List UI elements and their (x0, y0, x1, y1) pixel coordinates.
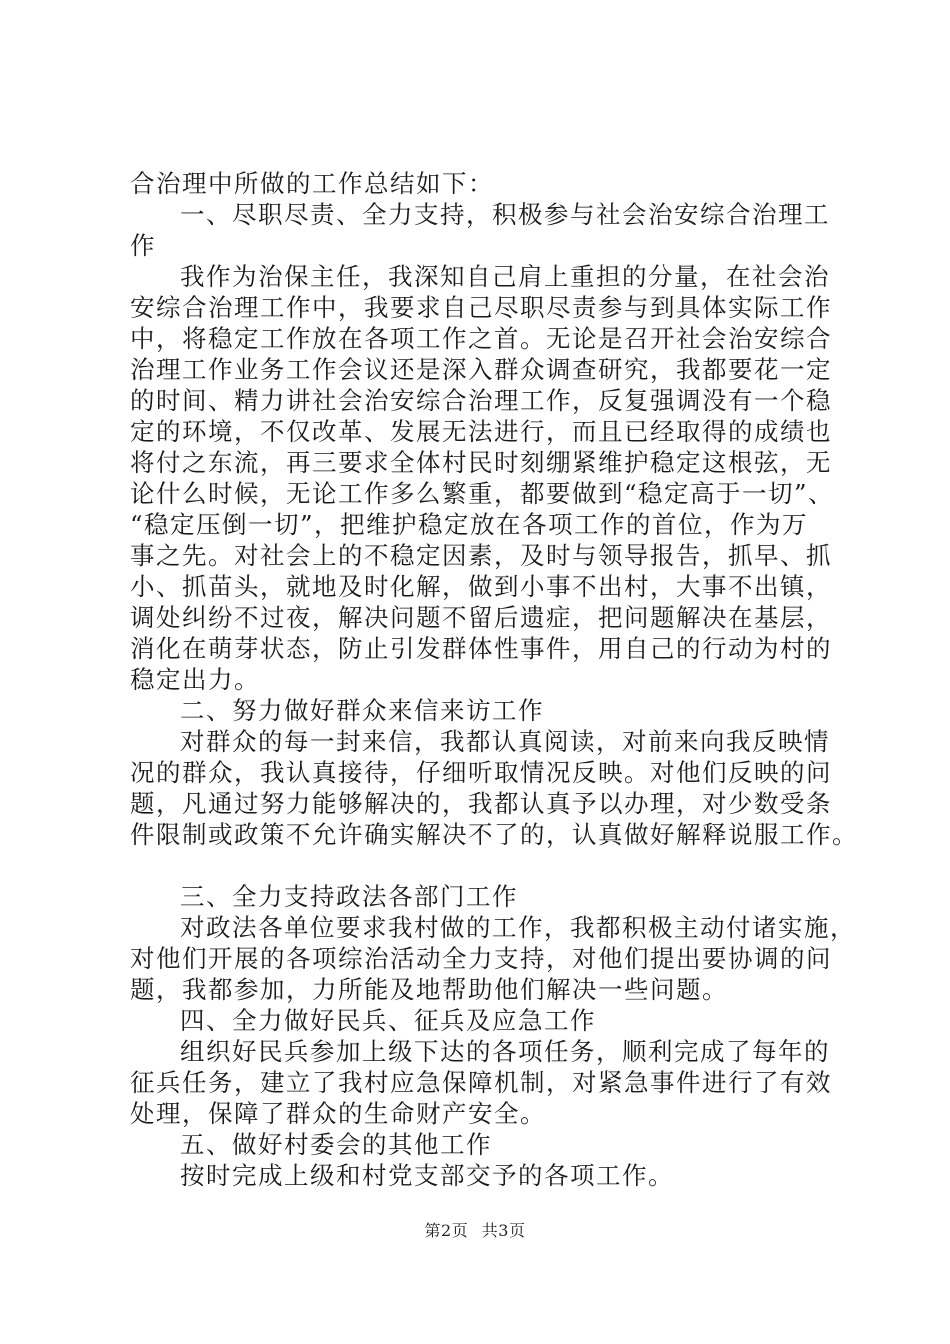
section-heading: 五、做好村委会的其他工作 (180, 1130, 492, 1159)
text-line: 作 (130, 231, 156, 260)
text-line: 题，我都参加，力所能及地帮助他们解决一些问题。 (130, 975, 728, 1004)
text-line: 组织好民兵参加上级下达的各项任务，顺利完成了每年的 (180, 1037, 830, 1066)
section-heading: 三、全力支持政法各部门工作 (180, 882, 518, 911)
page-number-current: 第2页 (424, 1221, 469, 1240)
text-line: 征兵任务，建立了我村应急保障机制，对紧急事件进行了有效 (130, 1068, 832, 1097)
text-line: 对他们开展的各项综治活动全力支持，对他们提出要协调的问 (130, 944, 832, 973)
text-line: 按时完成上级和村党支部交予的各项工作。 (180, 1161, 674, 1190)
text-line: 小、抓苗头，就地及时化解，做到小事不出村，大事不出镇， (130, 572, 832, 601)
text-line: 处理，保障了群众的生命财产安全。 (130, 1099, 546, 1128)
section-heading: 四、全力做好民兵、征兵及应急工作 (180, 1006, 596, 1035)
text-line: 的时间、精力讲社会治安综合治理工作，反复强调没有一个稳 (130, 386, 832, 415)
text-line: 合治理中所做的工作总结如下： (130, 169, 494, 198)
text-line: 事之先。对社会上的不稳定因素，及时与领导报告，抓早、抓 (130, 541, 832, 570)
page-footer (0, 1218, 950, 1241)
text-line: 我作为治保主任，我深知自己肩上重担的分量，在社会治 (180, 262, 830, 291)
text-line: “稳定压倒一切”，把维护稳定放在各项工作的首位，作为万 (130, 510, 809, 539)
text-line: 定的环境，不仅改革、发展无法进行，而且已经取得的成绩也 (130, 417, 832, 446)
text-line: 件限制或政策不允许确实解决不了的，认真做好解释说服工作。 (130, 820, 858, 849)
section-heading: 二、努力做好群众来信来访工作 (180, 696, 544, 725)
section-heading: 一、尽职尽责、全力支持，积极参与社会治安综合治理工 (180, 200, 830, 229)
text-line: 消化在萌芽状态，防止引发群体性事件，用自己的行动为村的 (130, 634, 832, 663)
text-line: 将付之东流，再三要求全体村民时刻绷紧维护稳定这根弦，无 (130, 448, 832, 477)
text-line: 安综合治理工作中，我要求自己尽职尽责参与到具体实际工作 (130, 293, 832, 322)
text-line: 对政法各单位要求我村做的工作，我都积极主动付诸实施， (180, 913, 856, 942)
text-line: 调处纠纷不过夜，解决问题不留后遗症，把问题解决在基层， (130, 603, 832, 632)
text-line: 稳定出力。 (130, 665, 260, 694)
text-line: 中，将稳定工作放在各项工作之首。无论是召开社会治安综合 (130, 324, 832, 353)
text-line: 对群众的每一封来信，我都认真阅读，对前来向我反映情 (180, 727, 830, 756)
text-line: 论什么时候，无论工作多么繁重，都要做到“稳定高于一切”、 (130, 479, 835, 508)
text-line: 题，凡通过努力能够解决的，我都认真予以办理，对少数受条 (130, 789, 832, 818)
page-number-total: 共3页 (481, 1221, 526, 1240)
text-line: 治理工作业务工作会议还是深入群众调查研究，我都要花一定 (130, 355, 832, 384)
text-line: 况的群众，我认真接待，仔细听取情况反映。对他们反映的问 (130, 758, 832, 787)
